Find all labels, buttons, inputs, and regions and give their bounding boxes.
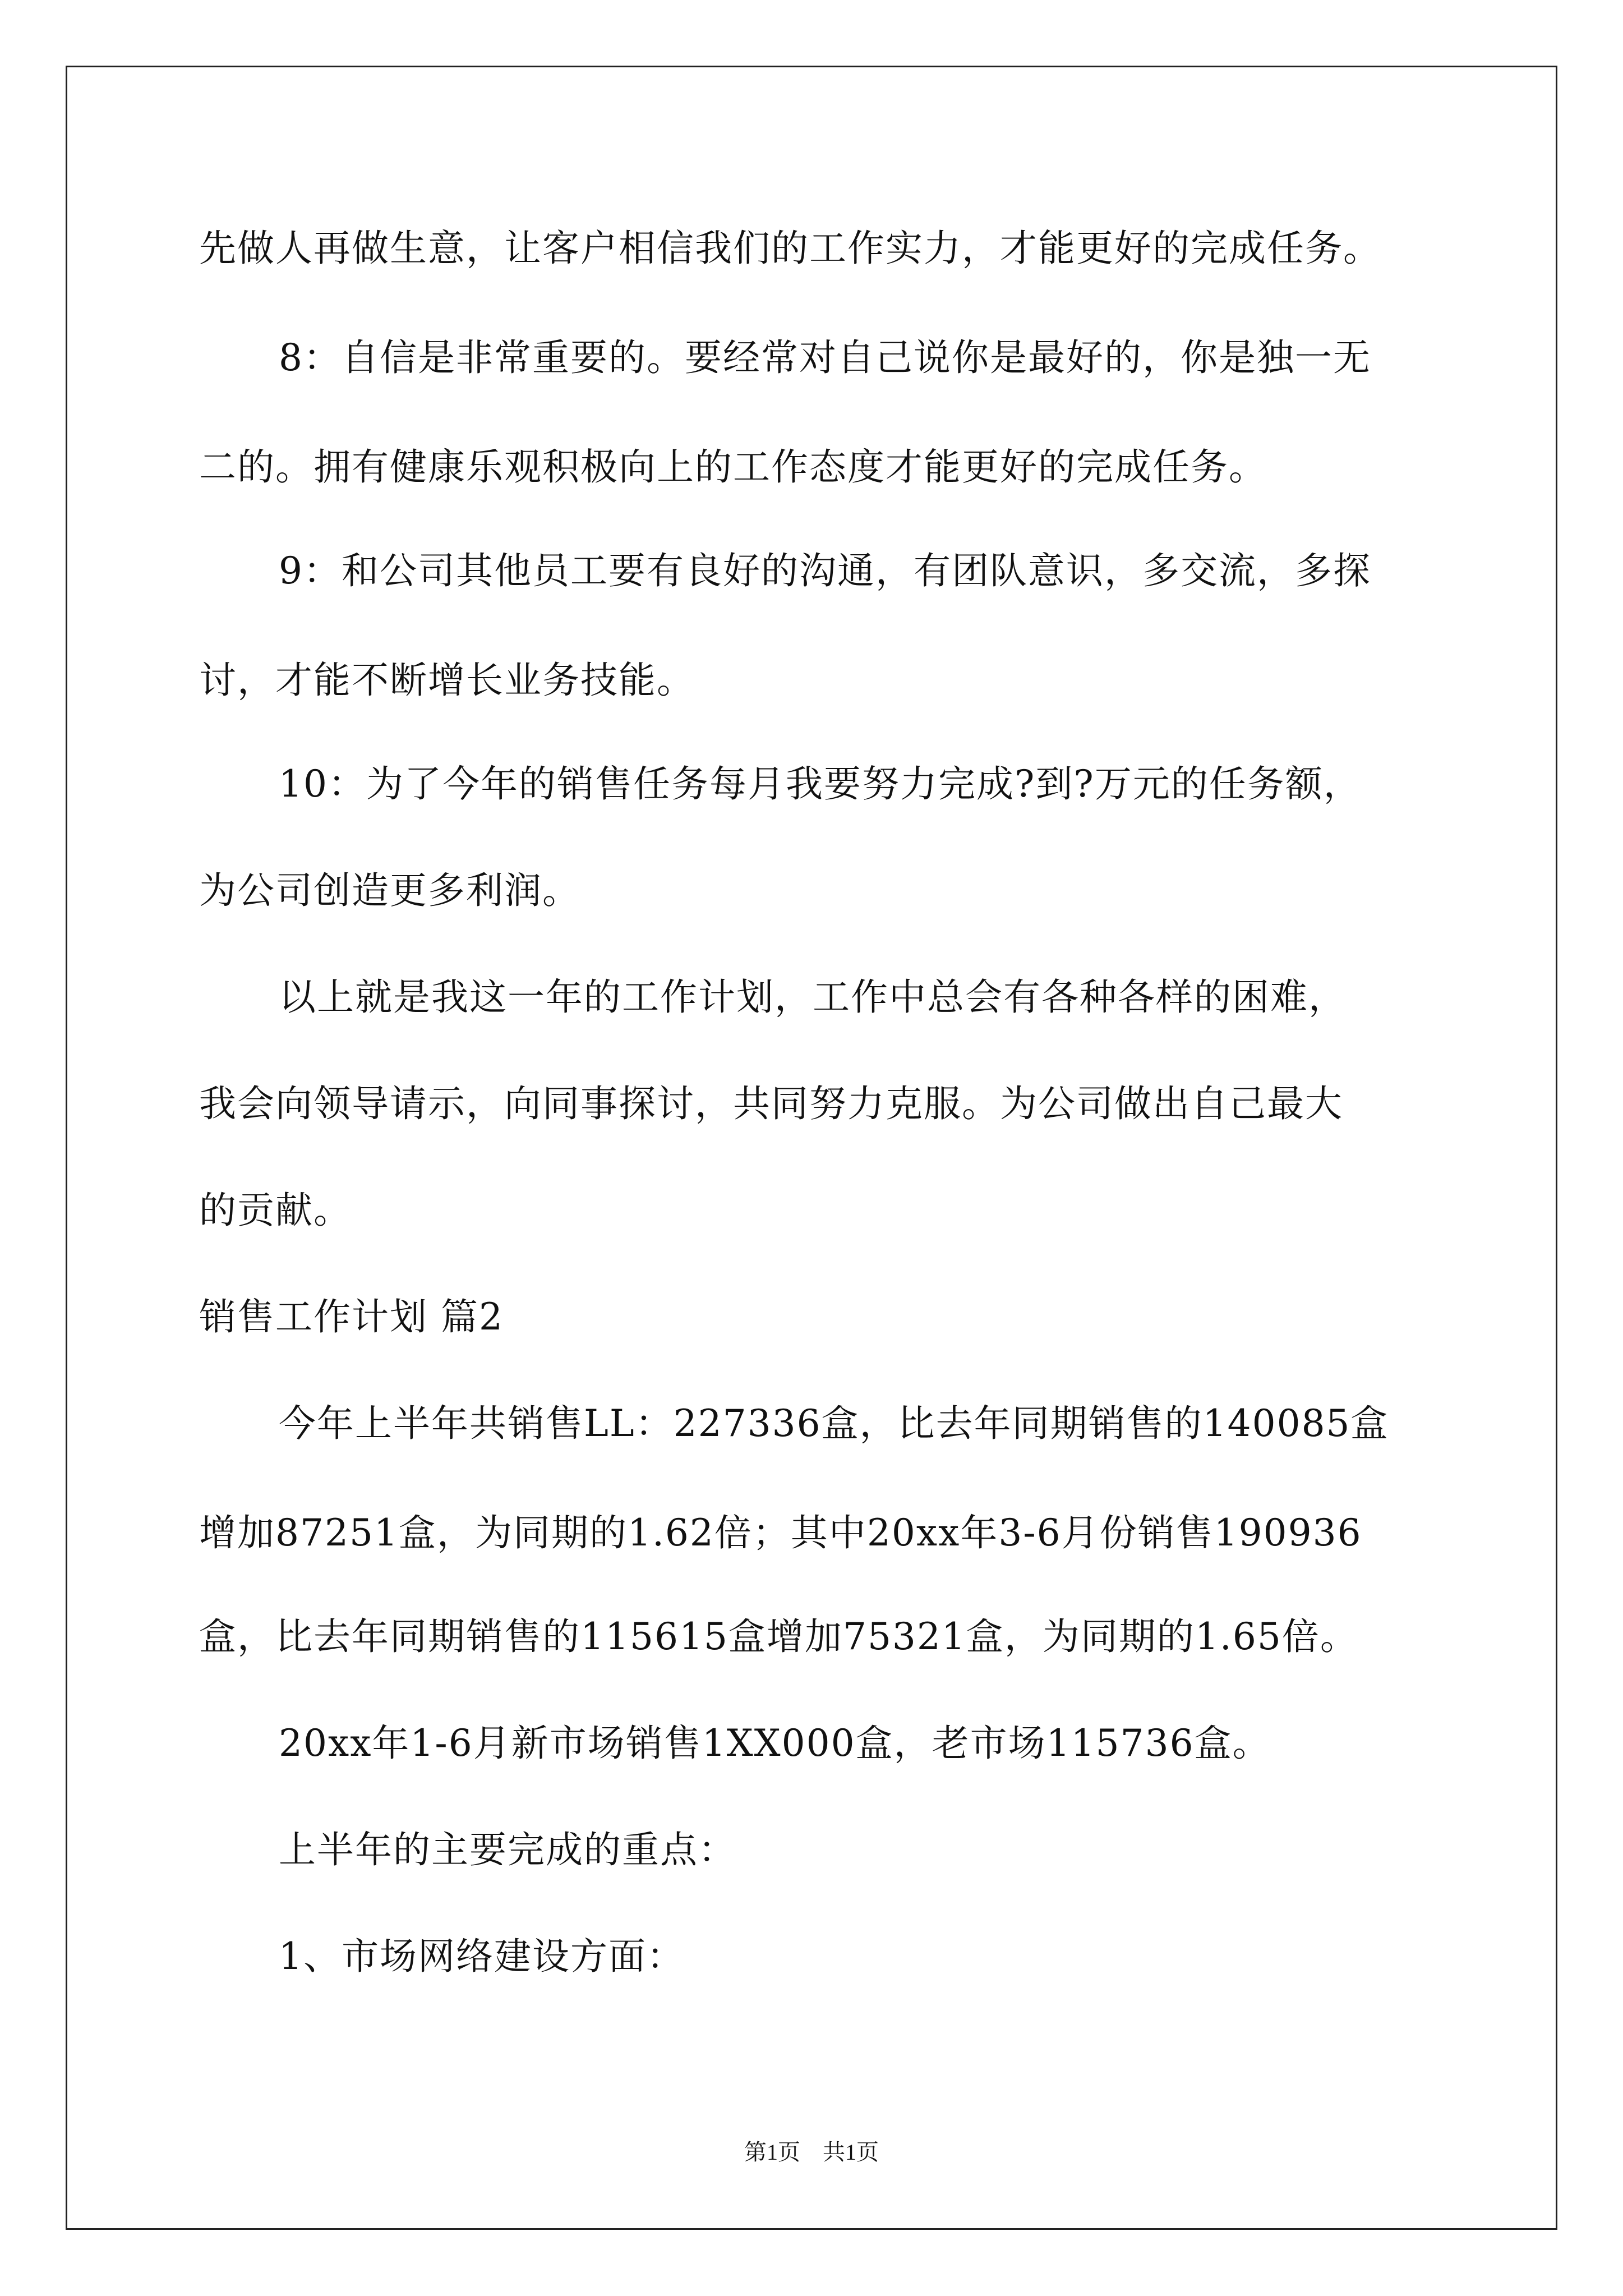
body-line: 为公司创造更多利润。: [199, 869, 580, 912]
body-line: 今年上半年共销售LL：227336盒，比去年同期销售的140085盒: [279, 1402, 1389, 1445]
section-heading: 销售工作计划 篇2: [199, 1295, 504, 1338]
body-line: 先做人再做生意，让客户相信我们的工作实力，才能更好的完成任务。: [199, 227, 1381, 270]
body-line: 1、市场网络建设方面：: [279, 1935, 685, 1978]
body-line: 9：和公司其他员工要有良好的沟通，有团队意识，多交流，多探: [279, 549, 1371, 592]
body-line: 10：为了今年的销售任务每月我要努力完成?到?万元的任务额，: [279, 762, 1362, 806]
body-line: 盒，比去年同期销售的115615盒增加75321盒，为同期的1.65倍。: [199, 1615, 1358, 1658]
body-line: 讨，才能不断增长业务技能。: [199, 659, 695, 702]
body-line: 8：自信是非常重要的。要经常对自己说你是最好的，你是独一无: [279, 336, 1371, 379]
body-line: 二的。拥有健康乐观积极向上的工作态度才能更好的完成任务。: [199, 445, 1267, 489]
body-line: 以上就是我这一年的工作计划，工作中总会有各种各样的困难，: [279, 976, 1347, 1019]
page-footer: 第1页 共1页: [744, 2139, 879, 2165]
body-line: 我会向领导请示，向同事探讨，共同努力克服。为公司做出自己最大: [199, 1082, 1343, 1125]
body-line: 增加87251盒，为同期的1.62倍；其中20xx年3-6月份销售190936: [199, 1511, 1362, 1554]
page-border: [66, 66, 1557, 2230]
body-line: 的贡献。: [199, 1189, 352, 1232]
body-line: 20xx年1-6月新市场销售1XX000盒，老市场115736盒。: [279, 1722, 1271, 1765]
body-line: 上半年的主要完成的重点：: [279, 1828, 736, 1871]
